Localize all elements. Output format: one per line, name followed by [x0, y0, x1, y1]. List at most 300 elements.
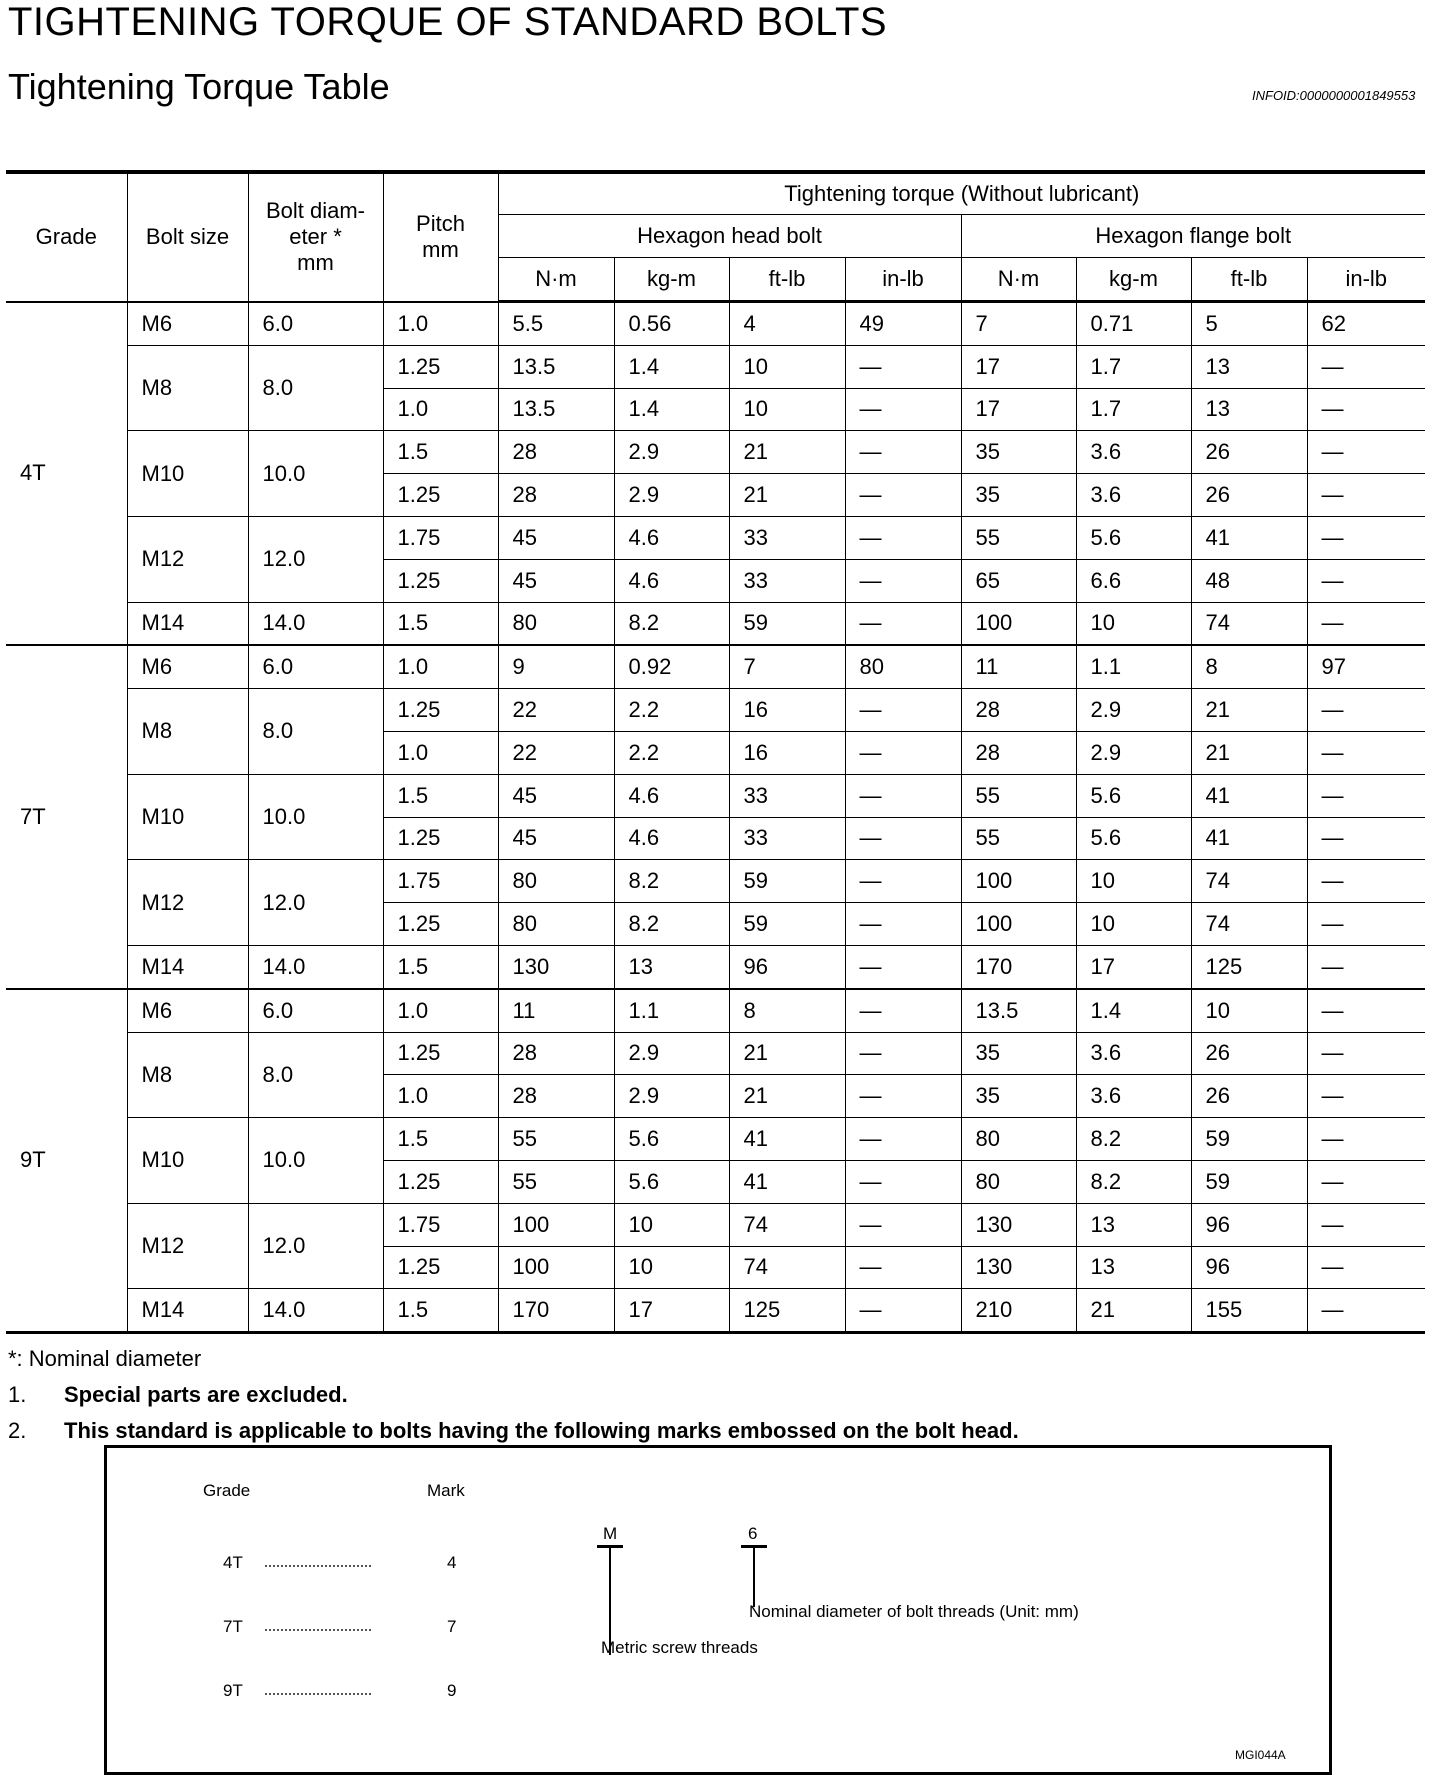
- flange-ftlb-cell: 74: [1191, 860, 1307, 903]
- head-ftlb-cell: 41: [729, 1118, 845, 1161]
- note-number: 1.: [8, 1382, 27, 1407]
- bolt-diameter-cell: 12.0: [248, 516, 383, 602]
- flange-ftlb-cell: 26: [1191, 1075, 1307, 1118]
- head-ftlb-cell: 33: [729, 774, 845, 817]
- dotted-leader: [265, 1629, 371, 1631]
- header-grade: Grade: [6, 172, 127, 302]
- flange-inlb-cell: —: [1307, 817, 1425, 860]
- flange-ftlb-cell: 5: [1191, 302, 1307, 346]
- bolt-size-cell: M8: [127, 689, 248, 775]
- table-row: [6, 1032, 1425, 1075]
- table-row: [6, 516, 1425, 559]
- pitch-cell: 1.25: [383, 817, 498, 860]
- pitch-cell: 1.0: [383, 1075, 498, 1118]
- head-kgm-cell: 8.2: [614, 602, 729, 645]
- pitch-cell: 1.5: [383, 774, 498, 817]
- head-ftlb-cell: 96: [729, 945, 845, 988]
- head-inlb-cell: —: [845, 731, 961, 774]
- flange-ftlb-cell: 41: [1191, 817, 1307, 860]
- bolt-diameter-cell: 10.0: [248, 1118, 383, 1204]
- head-inlb-cell: —: [845, 559, 961, 602]
- flange-ftlb-cell: 155: [1191, 1289, 1307, 1333]
- pitch-cell: 1.5: [383, 1118, 498, 1161]
- table-row: [6, 602, 1425, 645]
- pitch-cell: 1.0: [383, 645, 498, 688]
- table-row: [6, 1289, 1425, 1333]
- pitch-cell: 1.25: [383, 1246, 498, 1289]
- head-inlb-cell: —: [845, 903, 961, 946]
- bolt-diameter-cell: 12.0: [248, 860, 383, 946]
- bolt-size-cell: M14: [127, 602, 248, 645]
- flange-kgm-cell: 8.2: [1076, 1160, 1191, 1203]
- header-unit: kg-m: [614, 258, 729, 302]
- flange-nm-cell: 7: [961, 302, 1076, 346]
- flange-ftlb-cell: 59: [1191, 1160, 1307, 1203]
- flange-kgm-cell: 1.7: [1076, 388, 1191, 431]
- table-row: [6, 860, 1425, 903]
- note-number: 2.: [8, 1418, 27, 1443]
- head-nm-cell: 22: [498, 689, 614, 732]
- head-kgm-cell: 4.6: [614, 817, 729, 860]
- table-row: [6, 945, 1425, 988]
- flange-inlb-cell: —: [1307, 431, 1425, 474]
- flange-kgm-cell: 10: [1076, 602, 1191, 645]
- table-row: [6, 302, 1425, 346]
- head-inlb-cell: 80: [845, 645, 961, 688]
- flange-nm-cell: 28: [961, 731, 1076, 774]
- table-row: [6, 431, 1425, 474]
- pitch-cell: 1.25: [383, 1160, 498, 1203]
- flange-inlb-cell: —: [1307, 559, 1425, 602]
- flange-inlb-cell: —: [1307, 474, 1425, 517]
- head-kgm-cell: 2.9: [614, 1075, 729, 1118]
- bolt-size-cell: M8: [127, 345, 248, 431]
- flange-kgm-cell: 10: [1076, 860, 1191, 903]
- footnote: *: Nominal diameter: [8, 1346, 202, 1371]
- flange-nm-cell: 11: [961, 645, 1076, 688]
- head-nm-cell: 5.5: [498, 302, 614, 346]
- head-inlb-cell: —: [845, 774, 961, 817]
- table-row: [6, 774, 1425, 817]
- flange-nm-cell: 28: [961, 689, 1076, 732]
- head-nm-cell: 55: [498, 1118, 614, 1161]
- head-nm-cell: 80: [498, 602, 614, 645]
- example-letter: M: [603, 1524, 618, 1543]
- grade-cell: 7T: [6, 645, 127, 988]
- head-inlb-cell: 49: [845, 302, 961, 346]
- head-nm-cell: 45: [498, 559, 614, 602]
- flange-ftlb-cell: 21: [1191, 689, 1307, 732]
- flange-kgm-cell: 21: [1076, 1289, 1191, 1333]
- flange-nm-cell: 210: [961, 1289, 1076, 1333]
- label-metric-screw-threads: Metric screw threads: [601, 1638, 758, 1657]
- head-inlb-cell: —: [845, 945, 961, 988]
- bolt-size-cell: M14: [127, 1289, 248, 1333]
- flange-kgm-cell: 3.6: [1076, 431, 1191, 474]
- head-kgm-cell: 13: [614, 945, 729, 988]
- head-inlb-cell: —: [845, 989, 961, 1032]
- head-kgm-cell: 10: [614, 1246, 729, 1289]
- table-row: [6, 1203, 1425, 1246]
- flange-kgm-cell: 0.71: [1076, 302, 1191, 346]
- flange-ftlb-cell: 41: [1191, 516, 1307, 559]
- flange-inlb-cell: —: [1307, 1032, 1425, 1075]
- flange-inlb-cell: —: [1307, 1075, 1425, 1118]
- bolt-diameter-cell: 14.0: [248, 945, 383, 988]
- flange-nm-cell: 17: [961, 345, 1076, 388]
- head-nm-cell: 45: [498, 774, 614, 817]
- head-kgm-cell: 8.2: [614, 903, 729, 946]
- head-nm-cell: 80: [498, 860, 614, 903]
- head-kgm-cell: 0.92: [614, 645, 729, 688]
- pitch-cell: 1.0: [383, 989, 498, 1032]
- head-kgm-cell: 1.4: [614, 345, 729, 388]
- head-kgm-cell: 0.56: [614, 302, 729, 346]
- header-unit: N·m: [961, 258, 1076, 302]
- bolt-size-cell: M12: [127, 516, 248, 602]
- flange-ftlb-cell: 96: [1191, 1246, 1307, 1289]
- flange-ftlb-cell: 21: [1191, 731, 1307, 774]
- bolt-diameter-cell: 8.0: [248, 1032, 383, 1118]
- note-text: Special parts are excluded.: [64, 1382, 348, 1407]
- bolt-diameter-cell: 6.0: [248, 302, 383, 346]
- pitch-cell: 1.25: [383, 903, 498, 946]
- flange-nm-cell: 100: [961, 903, 1076, 946]
- head-kgm-cell: 10: [614, 1203, 729, 1246]
- head-kgm-cell: 17: [614, 1289, 729, 1333]
- flange-nm-cell: 55: [961, 516, 1076, 559]
- head-ftlb-cell: 59: [729, 860, 845, 903]
- flange-ftlb-cell: 13: [1191, 388, 1307, 431]
- pitch-cell: 1.0: [383, 731, 498, 774]
- pitch-cell: 1.5: [383, 602, 498, 645]
- flange-ftlb-cell: 41: [1191, 774, 1307, 817]
- header-hexagon-flange-bolt: Hexagon flange bolt: [961, 215, 1425, 258]
- torque-table: [6, 170, 1425, 1334]
- head-nm-cell: 170: [498, 1289, 614, 1333]
- grade-cell: 9T: [6, 989, 127, 1333]
- head-nm-cell: 28: [498, 1075, 614, 1118]
- header-unit: kg-m: [1076, 258, 1191, 302]
- flange-nm-cell: 100: [961, 602, 1076, 645]
- figure-mark: 9: [447, 1681, 457, 1700]
- head-kgm-cell: 4.6: [614, 516, 729, 559]
- pitch-cell: 1.5: [383, 431, 498, 474]
- header-hexagon-head-bolt: Hexagon head bolt: [498, 215, 961, 258]
- head-inlb-cell: —: [845, 689, 961, 732]
- head-kgm-cell: 1.1: [614, 989, 729, 1032]
- head-ftlb-cell: 74: [729, 1203, 845, 1246]
- head-nm-cell: 22: [498, 731, 614, 774]
- head-inlb-cell: —: [845, 817, 961, 860]
- flange-nm-cell: 35: [961, 1075, 1076, 1118]
- header-unit: in-lb: [1307, 258, 1425, 302]
- bolt-size-cell: M14: [127, 945, 248, 988]
- flange-ftlb-cell: 74: [1191, 602, 1307, 645]
- leader-line: [753, 1545, 755, 1607]
- figure-grade: 9T: [223, 1681, 243, 1700]
- head-ftlb-cell: 59: [729, 903, 845, 946]
- head-inlb-cell: —: [845, 1118, 961, 1161]
- head-ftlb-cell: 125: [729, 1289, 845, 1333]
- flange-kgm-cell: 2.9: [1076, 731, 1191, 774]
- flange-ftlb-cell: 48: [1191, 559, 1307, 602]
- flange-nm-cell: 80: [961, 1160, 1076, 1203]
- label-nominal-diameter: Nominal diameter of bolt threads (Unit: mm): [749, 1602, 1079, 1621]
- bolt-size-cell: M6: [127, 302, 248, 346]
- header-bolt-diameter: Bolt diam- eter * mm: [248, 172, 383, 302]
- header-pitch: Pitch mm: [383, 172, 498, 302]
- head-nm-cell: 28: [498, 474, 614, 517]
- pitch-cell: 1.25: [383, 689, 498, 732]
- head-nm-cell: 28: [498, 1032, 614, 1075]
- head-kgm-cell: 2.9: [614, 431, 729, 474]
- head-nm-cell: 100: [498, 1203, 614, 1246]
- head-nm-cell: 13.5: [498, 345, 614, 388]
- flange-ftlb-cell: 59: [1191, 1118, 1307, 1161]
- bolt-mark-figure: [104, 1445, 1332, 1775]
- flange-nm-cell: 170: [961, 945, 1076, 988]
- example-number: 6: [748, 1524, 758, 1543]
- bolt-size-cell: M10: [127, 431, 248, 517]
- pitch-cell: 1.25: [383, 474, 498, 517]
- header-unit: ft-lb: [729, 258, 845, 302]
- flange-nm-cell: 65: [961, 559, 1076, 602]
- flange-ftlb-cell: 96: [1191, 1203, 1307, 1246]
- flange-kgm-cell: 13: [1076, 1246, 1191, 1289]
- table-row: [6, 645, 1425, 688]
- head-inlb-cell: —: [845, 602, 961, 645]
- flange-inlb-cell: —: [1307, 860, 1425, 903]
- head-ftlb-cell: 41: [729, 1160, 845, 1203]
- flange-nm-cell: 17: [961, 388, 1076, 431]
- header-tightening-torque: Tightening torque (Without lubricant): [498, 172, 1425, 215]
- flange-inlb-cell: —: [1307, 388, 1425, 431]
- flange-kgm-cell: 2.9: [1076, 689, 1191, 732]
- pitch-cell: 1.5: [383, 1289, 498, 1333]
- head-ftlb-cell: 59: [729, 602, 845, 645]
- head-ftlb-cell: 33: [729, 559, 845, 602]
- header-unit: ft-lb: [1191, 258, 1307, 302]
- head-ftlb-cell: 16: [729, 731, 845, 774]
- head-kgm-cell: 2.2: [614, 731, 729, 774]
- head-inlb-cell: —: [845, 516, 961, 559]
- head-ftlb-cell: 7: [729, 645, 845, 688]
- flange-kgm-cell: 13: [1076, 1203, 1191, 1246]
- head-inlb-cell: —: [845, 1289, 961, 1333]
- bolt-diameter-cell: 10.0: [248, 774, 383, 860]
- head-nm-cell: 130: [498, 945, 614, 988]
- flange-inlb-cell: —: [1307, 1289, 1425, 1333]
- flange-kgm-cell: 5.6: [1076, 817, 1191, 860]
- head-nm-cell: 55: [498, 1160, 614, 1203]
- head-ftlb-cell: 16: [729, 689, 845, 732]
- bolt-size-cell: M12: [127, 1203, 248, 1289]
- head-kgm-cell: 1.4: [614, 388, 729, 431]
- head-kgm-cell: 2.9: [614, 474, 729, 517]
- bolt-diameter-cell: 14.0: [248, 1289, 383, 1333]
- head-ftlb-cell: 33: [729, 516, 845, 559]
- flange-inlb-cell: —: [1307, 1118, 1425, 1161]
- head-kgm-cell: 5.6: [614, 1160, 729, 1203]
- flange-inlb-cell: —: [1307, 516, 1425, 559]
- flange-kgm-cell: 1.4: [1076, 989, 1191, 1032]
- flange-inlb-cell: —: [1307, 689, 1425, 732]
- flange-kgm-cell: 1.1: [1076, 645, 1191, 688]
- flange-inlb-cell: —: [1307, 774, 1425, 817]
- bolt-diameter-cell: 14.0: [248, 602, 383, 645]
- figure-mark: 7: [447, 1617, 457, 1636]
- head-nm-cell: 45: [498, 817, 614, 860]
- flange-ftlb-cell: 10: [1191, 989, 1307, 1032]
- head-nm-cell: 11: [498, 989, 614, 1032]
- table-row: [6, 689, 1425, 732]
- header-unit: N·m: [498, 258, 614, 302]
- head-ftlb-cell: 21: [729, 431, 845, 474]
- flange-kgm-cell: 17: [1076, 945, 1191, 988]
- flange-inlb-cell: 62: [1307, 302, 1425, 346]
- head-ftlb-cell: 10: [729, 345, 845, 388]
- header-bolt-size: Bolt size: [127, 172, 248, 302]
- figure-grade-header: Grade: [203, 1481, 251, 1500]
- flange-ftlb-cell: 125: [1191, 945, 1307, 988]
- pitch-cell: 1.75: [383, 860, 498, 903]
- flange-nm-cell: 80: [961, 1118, 1076, 1161]
- head-inlb-cell: —: [845, 474, 961, 517]
- figure-grade: 4T: [223, 1553, 243, 1572]
- head-nm-cell: 80: [498, 903, 614, 946]
- flange-nm-cell: 35: [961, 431, 1076, 474]
- dotted-leader: [265, 1565, 371, 1567]
- flange-nm-cell: 13.5: [961, 989, 1076, 1032]
- note-2: [8, 1418, 1019, 1444]
- head-inlb-cell: —: [845, 1032, 961, 1075]
- flange-nm-cell: 55: [961, 774, 1076, 817]
- flange-kgm-cell: 3.6: [1076, 1075, 1191, 1118]
- bolt-diameter-cell: 6.0: [248, 989, 383, 1032]
- flange-ftlb-cell: 26: [1191, 431, 1307, 474]
- pitch-cell: 1.75: [383, 1203, 498, 1246]
- head-kgm-cell: 2.2: [614, 689, 729, 732]
- head-inlb-cell: —: [845, 1203, 961, 1246]
- flange-ftlb-cell: 8: [1191, 645, 1307, 688]
- pitch-cell: 1.0: [383, 302, 498, 346]
- flange-kgm-cell: 8.2: [1076, 1118, 1191, 1161]
- flange-nm-cell: 100: [961, 860, 1076, 903]
- pitch-cell: 1.75: [383, 516, 498, 559]
- flange-nm-cell: 130: [961, 1246, 1076, 1289]
- head-nm-cell: 28: [498, 431, 614, 474]
- bolt-diameter-cell: 6.0: [248, 645, 383, 688]
- head-nm-cell: 13.5: [498, 388, 614, 431]
- head-inlb-cell: —: [845, 1075, 961, 1118]
- head-inlb-cell: —: [845, 388, 961, 431]
- figure-mark-header: Mark: [427, 1481, 465, 1500]
- note-text: This standard is applicable to bolts having the following marks embossed on the bolt head.: [64, 1418, 1019, 1443]
- head-kgm-cell: 5.6: [614, 1118, 729, 1161]
- head-ftlb-cell: 33: [729, 817, 845, 860]
- head-ftlb-cell: 10: [729, 388, 845, 431]
- flange-kgm-cell: 3.6: [1076, 474, 1191, 517]
- flange-inlb-cell: —: [1307, 903, 1425, 946]
- flange-inlb-cell: —: [1307, 345, 1425, 388]
- header-unit: in-lb: [845, 258, 961, 302]
- head-nm-cell: 9: [498, 645, 614, 688]
- bolt-diameter-cell: 10.0: [248, 431, 383, 517]
- head-inlb-cell: —: [845, 860, 961, 903]
- flange-inlb-cell: —: [1307, 731, 1425, 774]
- flange-ftlb-cell: 74: [1191, 903, 1307, 946]
- head-inlb-cell: —: [845, 1160, 961, 1203]
- bolt-size-cell: M6: [127, 989, 248, 1032]
- head-kgm-cell: 4.6: [614, 559, 729, 602]
- flange-kgm-cell: 6.6: [1076, 559, 1191, 602]
- head-ftlb-cell: 21: [729, 1075, 845, 1118]
- bolt-diameter-cell: 12.0: [248, 1203, 383, 1289]
- grade-cell: 4T: [6, 302, 127, 646]
- info-id: INFOID:0000000001849553: [1252, 88, 1416, 103]
- flange-inlb-cell: —: [1307, 1160, 1425, 1203]
- note-1: [8, 1382, 348, 1408]
- page-title: TIGHTENING TORQUE OF STANDARD BOLTS: [8, 0, 888, 44]
- flange-nm-cell: 35: [961, 474, 1076, 517]
- bolt-size-cell: M10: [127, 1118, 248, 1204]
- flange-nm-cell: 130: [961, 1203, 1076, 1246]
- pitch-cell: 1.25: [383, 1032, 498, 1075]
- bolt-diameter-cell: 8.0: [248, 689, 383, 775]
- dotted-leader: [265, 1693, 371, 1695]
- head-ftlb-cell: 74: [729, 1246, 845, 1289]
- head-nm-cell: 100: [498, 1246, 614, 1289]
- figure-id: MGI044A: [1235, 1748, 1286, 1762]
- section-title: Tightening Torque Table: [8, 66, 390, 107]
- table-row: [6, 989, 1425, 1032]
- pitch-cell: 1.5: [383, 945, 498, 988]
- bolt-size-cell: M8: [127, 1032, 248, 1118]
- flange-kgm-cell: 5.6: [1076, 516, 1191, 559]
- flange-kgm-cell: 5.6: [1076, 774, 1191, 817]
- head-kgm-cell: 4.6: [614, 774, 729, 817]
- flange-ftlb-cell: 13: [1191, 345, 1307, 388]
- flange-inlb-cell: —: [1307, 945, 1425, 988]
- bolt-size-cell: M10: [127, 774, 248, 860]
- pitch-cell: 1.25: [383, 559, 498, 602]
- flange-inlb-cell: —: [1307, 602, 1425, 645]
- bolt-size-cell: M12: [127, 860, 248, 946]
- table-row: [6, 1118, 1425, 1161]
- pitch-cell: 1.0: [383, 388, 498, 431]
- flange-inlb-cell: —: [1307, 1246, 1425, 1289]
- flange-kgm-cell: 3.6: [1076, 1032, 1191, 1075]
- flange-inlb-cell: —: [1307, 989, 1425, 1032]
- figure-grade: 7T: [223, 1617, 243, 1636]
- pitch-cell: 1.25: [383, 345, 498, 388]
- flange-ftlb-cell: 26: [1191, 474, 1307, 517]
- head-ftlb-cell: 4: [729, 302, 845, 346]
- head-ftlb-cell: 21: [729, 474, 845, 517]
- flange-nm-cell: 55: [961, 817, 1076, 860]
- head-inlb-cell: —: [845, 1246, 961, 1289]
- flange-inlb-cell: 97: [1307, 645, 1425, 688]
- head-nm-cell: 45: [498, 516, 614, 559]
- flange-nm-cell: 35: [961, 1032, 1076, 1075]
- head-inlb-cell: —: [845, 431, 961, 474]
- figure-mark: 4: [447, 1553, 457, 1572]
- flange-kgm-cell: 10: [1076, 903, 1191, 946]
- head-inlb-cell: —: [845, 345, 961, 388]
- flange-ftlb-cell: 26: [1191, 1032, 1307, 1075]
- head-ftlb-cell: 21: [729, 1032, 845, 1075]
